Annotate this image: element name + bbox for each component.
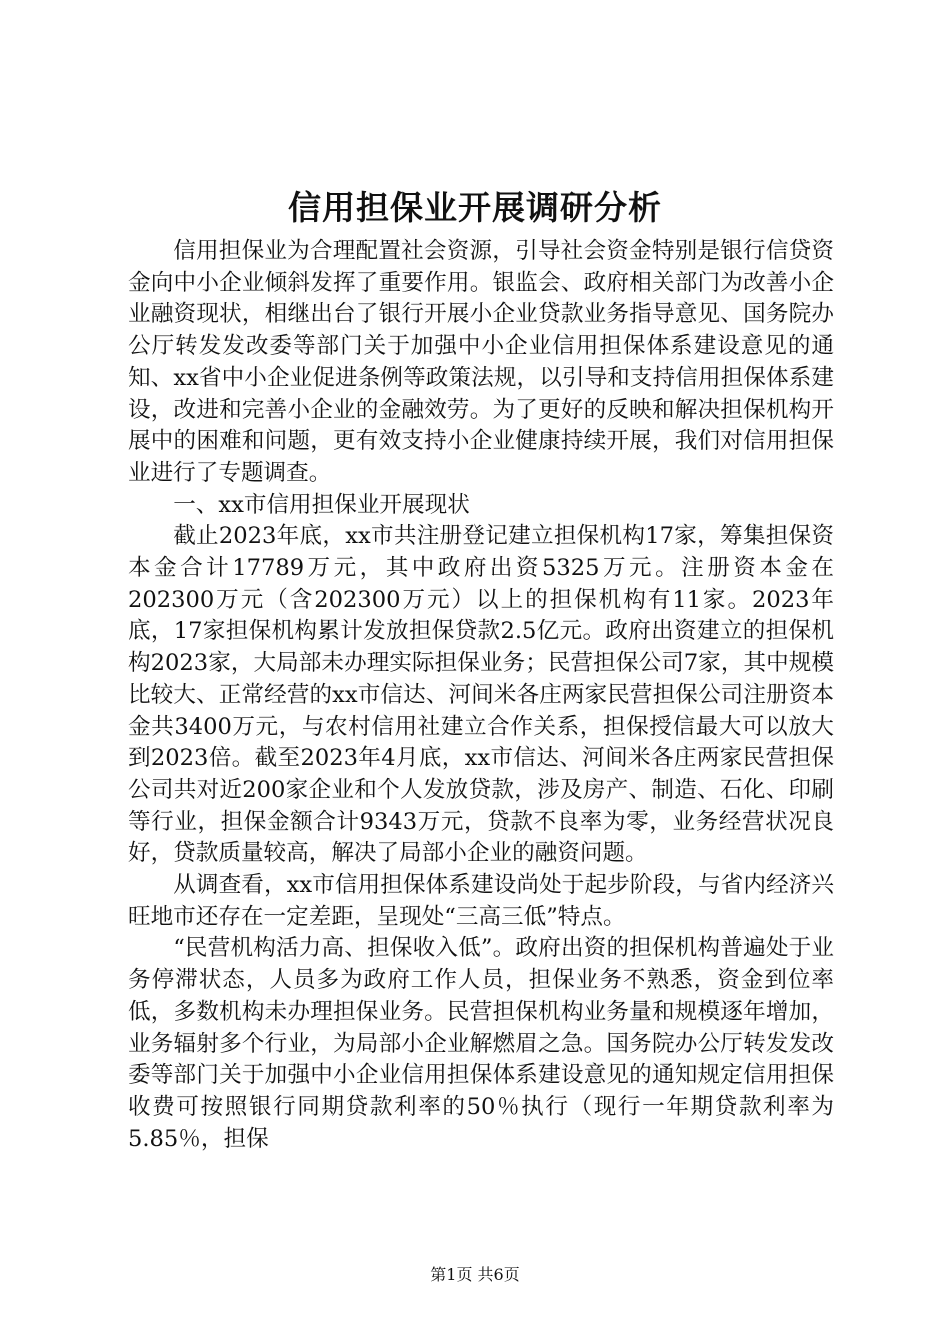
paragraph-status-details: 截止2023年底，xx市共注册登记建立担保机构17家，筹集担保资本金合计17789万元，其中政府出资5325万元。注册资本金在202300万元（含202300万元）以上的担保机构有11家。2023年底，17家担保机构累计发放担保贷款2.5亿元。政府出资建立的担保机构2023家，大局部未办理实际担保业务；民营担保公司7家，其中规模比较大、正常经营的xx市信达、河间米各庄两家民营担保公司注册资本金共3400万元，与农村信用社建立合作关系，担保授信最大可以放大到2023倍。截至2023年4月底，xx市信达、河间米各庄两家民营担保公司共对近200家企业和个人发放贷款，涉及房产、制造、石化、印刷等行业，担保金额合计9343万元，贷款不良率为零，业务经营状况良好，贷款质量较高，解决了局部小企业的融资问题。 <box>128 523 834 867</box>
page-number-footer: 第1页 共6页 <box>430 1265 520 1284</box>
document-body <box>128 236 834 1155</box>
paragraph-intro: 信用担保业为合理配置社会资源，引导社会资金特别是银行信贷资金向中小企业倾斜发挥了重要作用。银监会、政府相关部门为改善小企业融资现状，相继出台了银行开展小企业贷款业务指导意见、国务院办公厅转发发改委等部门关于加强中小企业信用担保体系建设意见的通知、xx省中小企业促进条例等政策法规，以引导和支持信用担保体系建设，改进和完善小企业的金融效劳。为了更好的反映和解决担保机构开展中的困难和问题，更有效支持小企业健康持续开展，我们对信用担保业进行了专题调查。 <box>128 238 834 486</box>
document-title: 信用担保业开展调研分析 <box>288 188 662 227</box>
paragraph-private-institutions: “民营机构活力高、担保收入低”。政府出资的担保机构普遍处于业务停滞状态，人员多为政府工作人员，担保业务不熟悉，资金到位率低，多数机构未办理担保业务。民营担保机构业务量和规模逐年增加，业务辐射多个行业，为局部小企业解燃眉之急。国务院办公厅转发发改委等部门关于加强中小企业信用担保体系建设意见的通知规定信用担保收费可按照银行同期贷款利率的50％执行（现行一年期贷款利率为5.85％，担保 <box>128 935 834 1152</box>
section-heading-status: 一、xx市信用担保业开展现状 <box>173 491 470 518</box>
paragraph-survey-summary: 从调查看，xx市信用担保体系建设尚处于起步阶段，与省内经济兴旺地市还存在一定差距，呈现处“三高三低”特点。 <box>128 872 834 930</box>
